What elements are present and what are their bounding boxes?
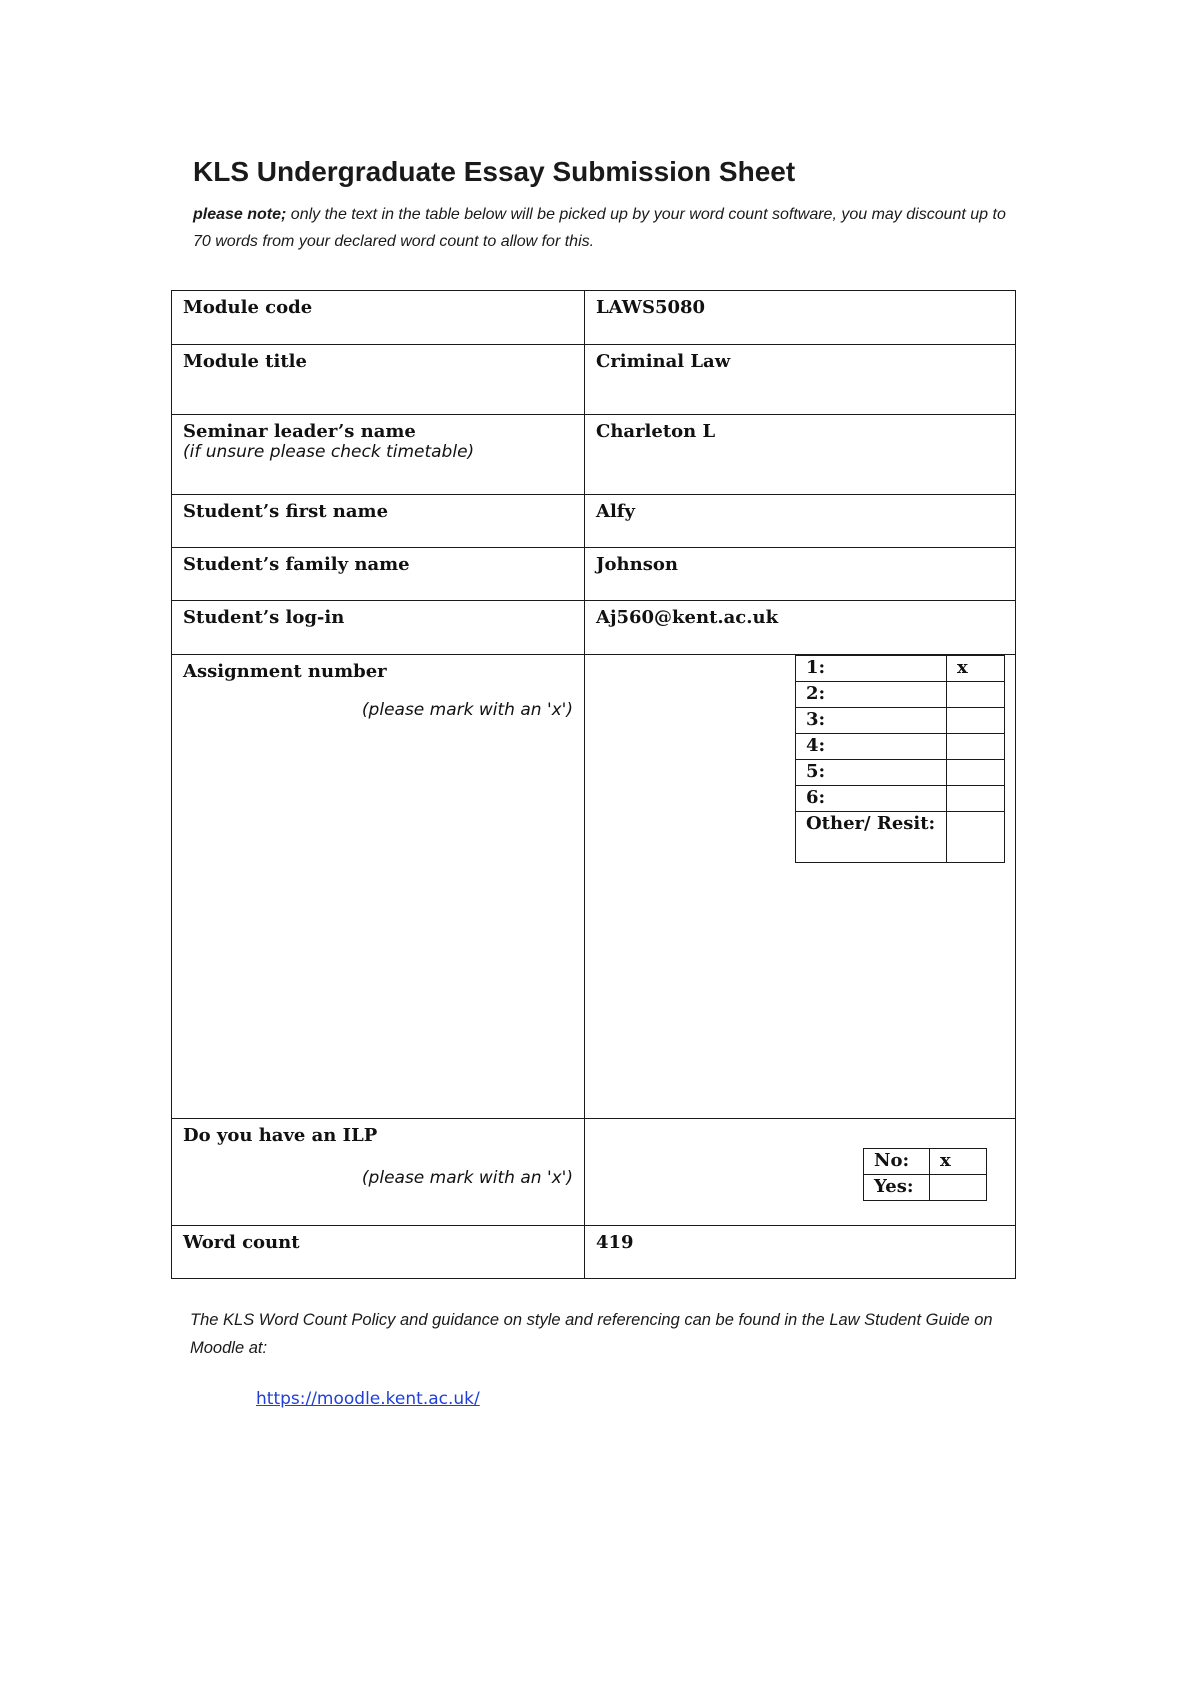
seminar-leader-hint: (if unsure please check timetable) [183, 442, 475, 462]
assignment-option-row [796, 656, 1005, 682]
assignment-option-row [796, 708, 1005, 734]
ilp-options-cell [585, 1119, 1016, 1226]
module-code-label: Module code [172, 291, 585, 345]
row-ilp [172, 1119, 1016, 1226]
submission-form-table [171, 290, 1016, 1279]
first-name-label: Student’s first name [172, 495, 585, 548]
row-first-name [172, 495, 1016, 548]
ilp-label: Do you have an ILP [183, 1125, 378, 1146]
assignment-cell [172, 655, 585, 1119]
note-bold-label: please note; [193, 206, 287, 223]
login-label: Student’s log-in [172, 601, 585, 655]
assignment-option-key: 2: [796, 682, 947, 708]
seminar-leader-label: Seminar leader’s name [183, 421, 416, 442]
seminar-leader-value[interactable]: Charleton L [585, 415, 1016, 495]
module-title-label: Module title [172, 345, 585, 415]
word-count-note [193, 201, 1023, 255]
assignment-option-mark[interactable] [947, 760, 1005, 786]
family-name-value[interactable]: Johnson [585, 548, 1016, 601]
ilp-option-row [864, 1175, 987, 1201]
assignment-option-key: 3: [796, 708, 947, 734]
note-text: only the text in the table below will be picked up by your word count software, you may discount up to 70 words from your declared word count to allow for this. [193, 206, 1006, 250]
assignment-options-table [795, 655, 1005, 863]
page-title: KLS Undergraduate Essay Submission Sheet [193, 156, 796, 187]
assignment-option-key: 4: [796, 734, 947, 760]
ilp-option-mark[interactable]: x [930, 1149, 987, 1175]
module-title-value[interactable]: Criminal Law [585, 345, 1016, 415]
row-assignment [172, 655, 1016, 1119]
row-login [172, 601, 1016, 655]
assignment-option-row [796, 786, 1005, 812]
assignment-option-row [796, 812, 1005, 863]
assignment-option-key: 5: [796, 760, 947, 786]
ilp-option-key: Yes: [864, 1175, 930, 1201]
family-name-label: Student’s family name [172, 548, 585, 601]
ilp-option-mark[interactable] [930, 1175, 987, 1201]
assignment-option-mark[interactable] [947, 786, 1005, 812]
ilp-option-key: No: [864, 1149, 930, 1175]
first-name-value[interactable]: Alfy [585, 495, 1016, 548]
assignment-option-row [796, 734, 1005, 760]
ilp-hint: (please mark with an 'x') [361, 1168, 573, 1188]
assignment-hint: (please mark with an 'x') [361, 700, 573, 720]
row-module-code [172, 291, 1016, 345]
moodle-link[interactable]: https://moodle.kent.ac.uk/ [256, 1389, 480, 1409]
assignment-option-mark[interactable]: x [947, 656, 1005, 682]
module-code-value[interactable]: LAWS5080 [585, 291, 1016, 345]
assignment-option-mark[interactable] [947, 812, 1005, 863]
assignment-option-mark[interactable] [947, 682, 1005, 708]
assignment-options-cell [585, 655, 1016, 1119]
word-count-label: Word count [172, 1226, 585, 1279]
assignment-option-mark[interactable] [947, 734, 1005, 760]
footer-text: The KLS Word Count Policy and guidance on style and referencing can be found in the Law Student Guide on Moodle at: [190, 1311, 993, 1357]
login-value[interactable]: Aj560@kent.ac.uk [585, 601, 1016, 655]
assignment-option-key: 6: [796, 786, 947, 812]
row-family-name [172, 548, 1016, 601]
assignment-option-row [796, 682, 1005, 708]
assignment-option-mark[interactable] [947, 708, 1005, 734]
row-word-count [172, 1226, 1016, 1279]
row-module-title [172, 345, 1016, 415]
assignment-option-key: 1: [796, 656, 947, 682]
assignment-option-key: Other/ Resit: [796, 812, 947, 863]
ilp-options-table [863, 1148, 987, 1201]
word-count-value[interactable]: 419 [585, 1226, 1016, 1279]
row-seminar-leader [172, 415, 1016, 495]
ilp-cell [172, 1119, 585, 1226]
ilp-option-row [864, 1149, 987, 1175]
assignment-label: Assignment number [183, 661, 387, 682]
assignment-option-row [796, 760, 1005, 786]
seminar-leader-cell [172, 415, 585, 495]
